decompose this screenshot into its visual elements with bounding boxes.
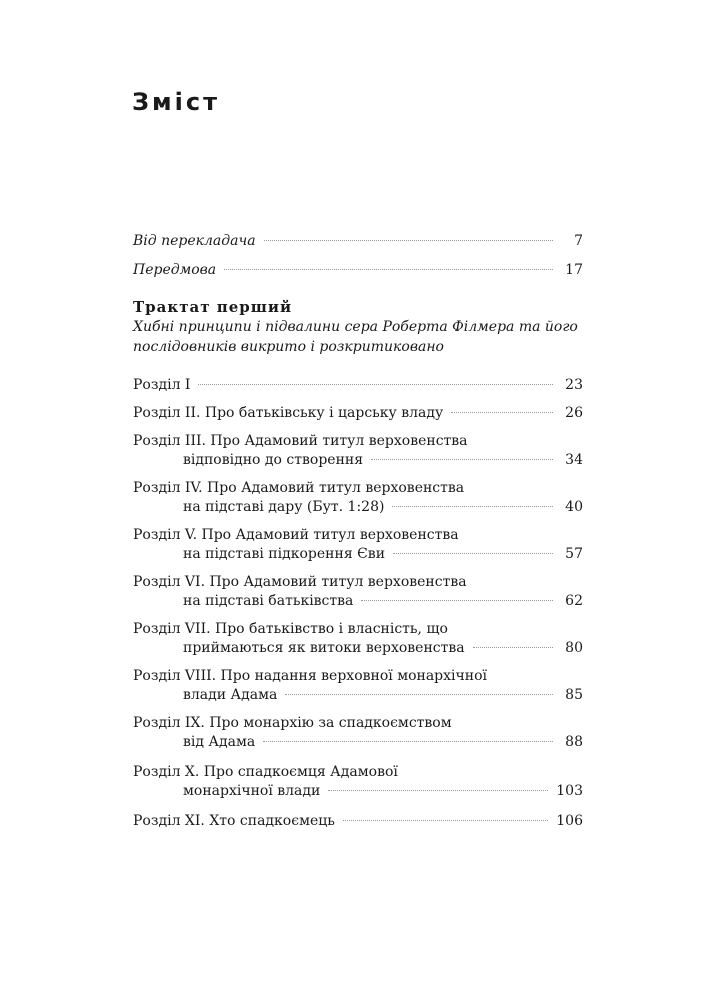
- section-subtitle-line2: послідовників викрито і розкритиковано: [133, 339, 444, 355]
- toc-entry-label: Передмова: [133, 262, 217, 278]
- toc-entry-label-continued: відповідно до створення: [183, 452, 364, 468]
- toc-entry-chapter-11[interactable]: [133, 812, 583, 831]
- dot-leader: [473, 647, 553, 648]
- toc-entry-translator-note[interactable]: [133, 232, 583, 251]
- toc-entry-chapter-5[interactable]: [133, 526, 583, 564]
- dot-leader: [451, 412, 553, 413]
- toc-entry-label: Розділ V. Про Адамовий титул верховенства: [133, 527, 459, 543]
- section-heading: [133, 297, 583, 357]
- toc-entry-chapter-7[interactable]: [133, 620, 583, 658]
- page-title: Зміст: [132, 88, 221, 116]
- toc-entry-page: 7: [574, 233, 583, 249]
- toc-entry-page: 34: [565, 452, 583, 468]
- toc-entry-label-continued: на підставі підкорення Єви: [183, 546, 386, 562]
- section-title: Трактат перший: [133, 298, 293, 316]
- toc-entry-label: Розділ VII. Про батьківство і власність, що: [133, 621, 448, 637]
- dot-leader: [393, 553, 553, 554]
- toc-entry-label: Розділ XI. Хто спадкоємець: [133, 813, 335, 829]
- toc-entry-page: 62: [565, 593, 583, 609]
- toc-entry-chapter-2[interactable]: [133, 404, 583, 423]
- dot-leader: [328, 790, 548, 791]
- dot-leader: [263, 741, 553, 742]
- toc-entry-chapter-10[interactable]: [133, 763, 583, 801]
- toc-entry-label: Розділ I: [133, 377, 191, 393]
- toc-entry-preface[interactable]: [133, 261, 583, 280]
- toc-entry-label-continued: монархічної влади: [183, 783, 321, 799]
- section-subtitle-line1: Хибні принципи і підвалини сера Роберта Філмера та його: [133, 319, 578, 335]
- dot-leader: [224, 269, 553, 270]
- toc-entry-chapter-8[interactable]: [133, 667, 583, 705]
- dot-leader: [361, 600, 553, 601]
- toc-entry-chapter-4[interactable]: [133, 479, 583, 517]
- dot-leader: [198, 384, 553, 385]
- toc-entry-chapter-3[interactable]: [133, 432, 583, 470]
- toc-entry-label: Розділ VI. Про Адамовий титул верховенства: [133, 574, 467, 590]
- toc-entry-page: 88: [565, 734, 583, 750]
- toc-entry-label-continued: на підставі батьківства: [183, 593, 354, 609]
- toc-entry-label-continued: приймаються як витоки верховенства: [183, 640, 465, 656]
- toc-entry-page: 23: [565, 377, 583, 393]
- dot-leader: [371, 459, 553, 460]
- toc-entry-page: 106: [556, 813, 583, 829]
- dot-leader: [285, 694, 553, 695]
- toc-entry-label-continued: на підставі дару (Бут. 1:28): [183, 499, 385, 515]
- toc-entry-page: 57: [565, 546, 583, 562]
- toc-entry-label-continued: влади Адама: [183, 687, 278, 703]
- dot-leader: [392, 506, 553, 507]
- toc-entry-label: Розділ VIII. Про надання верховної монархічної: [133, 668, 488, 684]
- toc-entry-page: 26: [565, 405, 583, 421]
- toc-entry-page: 80: [565, 640, 583, 656]
- toc-entry-label-continued: від Адама: [183, 734, 256, 750]
- dot-leader: [264, 240, 553, 241]
- toc-entry-page: 85: [565, 687, 583, 703]
- toc-entry-label: Розділ IV. Про Адамовий титул верховенства: [133, 480, 465, 496]
- toc-entry-label: Розділ IX. Про монархію за спадкоємством: [133, 715, 452, 731]
- toc-entry-page: 40: [565, 499, 583, 515]
- toc-entry-label: Розділ II. Про батьківську і царську владу: [133, 405, 444, 421]
- toc-entry-page: 103: [556, 783, 583, 799]
- toc-entry-page: 17: [565, 262, 583, 278]
- toc-entry-label: Від перекладача: [133, 233, 256, 249]
- toc-entry-label: Розділ X. Про спадкоємця Адамової: [133, 764, 398, 780]
- toc-entry-chapter-6[interactable]: [133, 573, 583, 611]
- toc-entry-chapter-9[interactable]: [133, 714, 583, 752]
- toc-entry-chapter-1[interactable]: [133, 376, 583, 395]
- toc-entry-label: Розділ III. Про Адамовий титул верховенства: [133, 433, 468, 449]
- dot-leader: [343, 820, 548, 821]
